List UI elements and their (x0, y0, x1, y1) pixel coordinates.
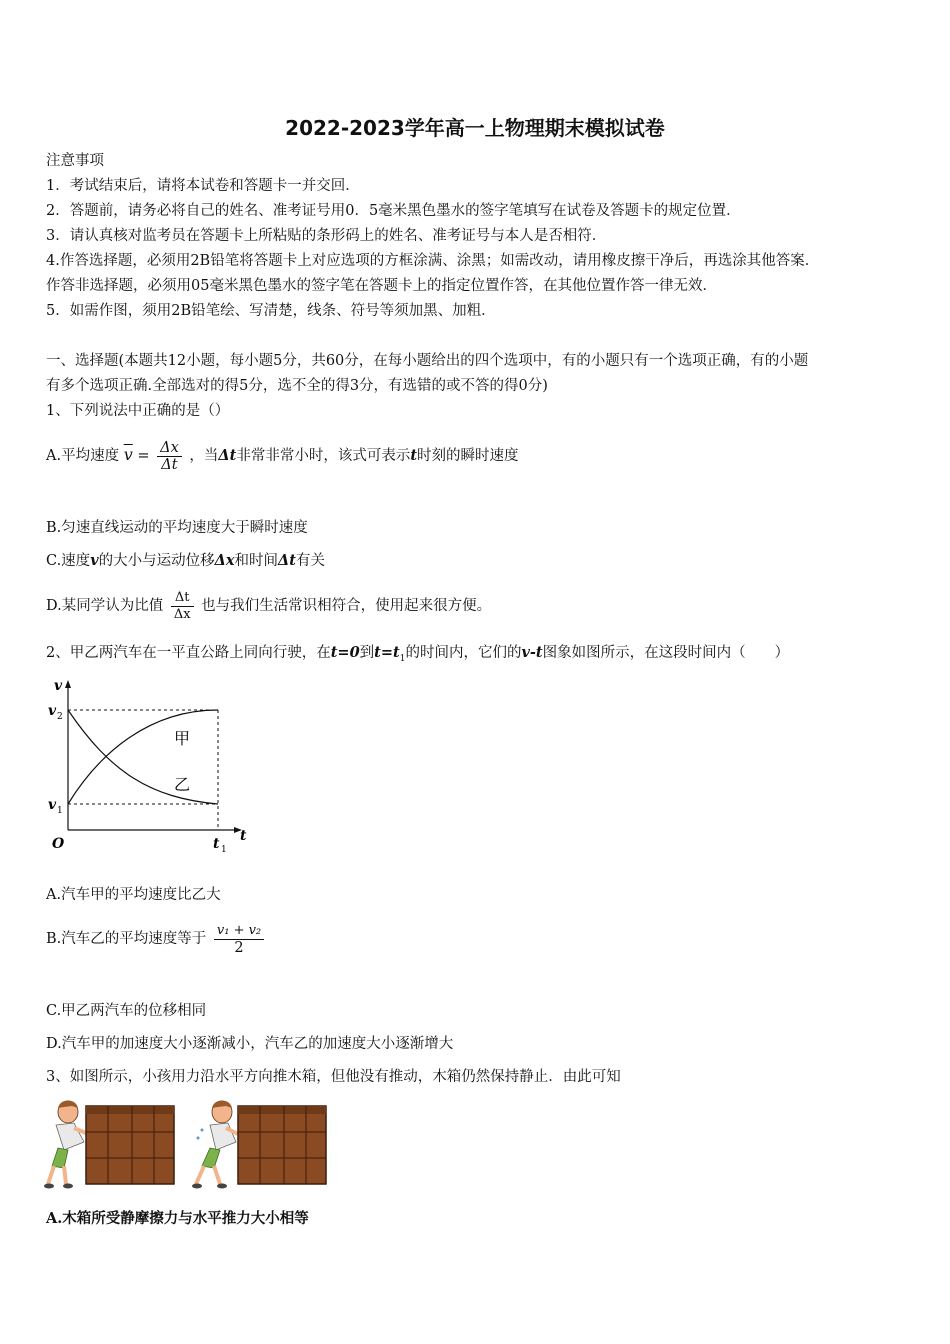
vt-graph (40, 672, 260, 858)
q1-a-eq: = (137, 448, 150, 464)
q1-option-b: B.匀速直线运动的平均速度大于瞬时速度 (46, 520, 308, 536)
section-heading-cont: 有多个选项正确.全部选对的得5分，选不全的得3分，有选错的或不答的得0分) (46, 378, 548, 394)
q2-stem-a: 2、甲乙两汽车在一平直公路上同向行驶，在 (46, 645, 331, 661)
q1-c-dx: Δx (214, 552, 235, 569)
q1-a-prefix: A.平均速度 (46, 448, 120, 464)
q1-a-dt: Δt (218, 447, 237, 464)
notice-item: 作答非选择题，必须用05毫米黑色墨水的签字笔在答题卡上的指定位置作答，在其他位置作答一律无效． (46, 278, 717, 294)
origin-label: O (52, 836, 65, 852)
q1-c-prefix: C.速度 (46, 553, 91, 569)
q2-option-b (46, 922, 267, 956)
q1-a-suffix: 时刻的瞬时速度 (417, 448, 519, 464)
v1-label: v (48, 797, 57, 813)
notice-item: 5．如需作图，须用2B铅笔绘、写清楚，线条、符号等须加黑、加粗． (46, 303, 496, 319)
wooden-box (238, 1106, 326, 1184)
q2-stem-d: 图象如图所示，在这段时间内（ ） (542, 645, 790, 661)
notice-item: 3．请认真核对监考员在答题卡上所粘贴的条形码上的姓名、准考证号与本人是否相符． (46, 228, 607, 244)
q1-d-fraction (171, 590, 194, 623)
curve-yi-label: 乙 (174, 775, 191, 794)
child-figure (192, 1101, 238, 1189)
q1-c-dt: Δt (278, 552, 296, 569)
v-axis-arrow (65, 680, 71, 688)
push-illustration-1 (44, 1098, 184, 1192)
q1-d-den: Δx (173, 606, 191, 622)
q1-d-num: Δt (171, 590, 194, 607)
q2-stem-t1-sub: 1 (399, 653, 406, 664)
q2-stem-t0: t=0 (330, 644, 360, 661)
q1-a-t: t (410, 447, 418, 464)
t1-label: t (213, 836, 220, 852)
wooden-box (86, 1106, 174, 1184)
t1-sub: 1 (221, 845, 227, 855)
v1-sub: 1 (57, 806, 63, 816)
v2-sub: 2 (57, 712, 63, 722)
t-axis-label: t (240, 828, 247, 844)
q1-c-mid2: 和时间 (234, 553, 279, 569)
push-illustration-2 (192, 1098, 332, 1192)
q1-d-suffix: 也与我们生活常识相符合，使用起来很方便。 (201, 598, 492, 614)
q2-b-prefix: B.汽车乙的平均速度等于 (46, 931, 207, 947)
q2-option-d: D.汽车甲的加速度大小逐渐减小，汽车乙的加速度大小逐渐增大 (46, 1036, 454, 1052)
q1-d-prefix: D.某同学认为比值 (46, 598, 164, 614)
curve-yi (68, 710, 218, 804)
curve-jia (68, 710, 218, 804)
section-heading: 一、选择题(本题共12小题，每小题5分，共60分，在每小题给出的四个选项中，有的小题只有一个选项正确，有的小题 (46, 353, 809, 369)
q2-option-c: C.甲乙两汽车的位移相同 (46, 1003, 207, 1019)
q3-option-a: A.木箱所受静摩擦力与水平推力大小相等 (46, 1210, 309, 1227)
q2-stem (46, 643, 789, 669)
q2-stem-t1: t=t (374, 644, 400, 661)
notice-item: 1．考试结束后，请将本试卷和答题卡一并交回． (46, 178, 360, 194)
q1-option-a (46, 438, 519, 473)
q1-c-mid1: 的大小与运动位移 (98, 553, 215, 569)
q2-stem-b: 到 (359, 645, 375, 661)
notice-item: 2．答题前，请务必将自己的姓名、准考证号用0．5毫米黑色墨水的签字笔填写在试卷及答题卡的规定位置． (46, 203, 741, 219)
q2-b-num: v₁ + v₂ (214, 923, 264, 940)
q1-c-suffix: 有关 (295, 553, 325, 569)
q2-b-fraction (214, 923, 264, 956)
q1-a-mid1: ，当 (189, 448, 219, 464)
v2-label: v (48, 703, 57, 719)
q2-b-den: 2 (234, 939, 244, 956)
q2-stem-vt: v-t (521, 644, 543, 661)
q2-stem-c: 的时间内，它们的 (405, 645, 522, 661)
page-title: 2022-2023学年高一上物理期末模拟试卷 (285, 116, 665, 140)
q1-a-mid2: 非常非常小时，该式可表示 (236, 448, 411, 464)
q1-option-c (46, 551, 325, 571)
q1-c-v: v (90, 552, 99, 569)
q1-option-d (46, 589, 491, 623)
curve-jia-label: 甲 (174, 729, 191, 748)
q1-a-den: Δt (161, 456, 178, 473)
q3-stem: 3、如图所示，小孩用力沿水平方向推木箱，但他没有推动，木箱仍然保持静止．由此可知 (46, 1069, 621, 1085)
v-axis-label: v (54, 678, 63, 694)
q1-stem: 1、下列说法中正确的是（） (46, 403, 230, 419)
q1-a-vbar: $\overline{v}$ (123, 445, 133, 464)
q1-a-fraction (157, 440, 182, 473)
notice-item: 4.作答选择题，必须用2B铅笔将答题卡上对应选项的方框涂满、涂黑；如需改动，请用橡皮擦干净后，再选涂其他答案． (46, 253, 820, 269)
q1-a-num: Δx (157, 440, 182, 457)
q2-option-a: A.汽车甲的平均速度比乙大 (46, 887, 221, 903)
child-figure (44, 1101, 88, 1189)
notice-heading: 注意事项 (46, 153, 104, 169)
